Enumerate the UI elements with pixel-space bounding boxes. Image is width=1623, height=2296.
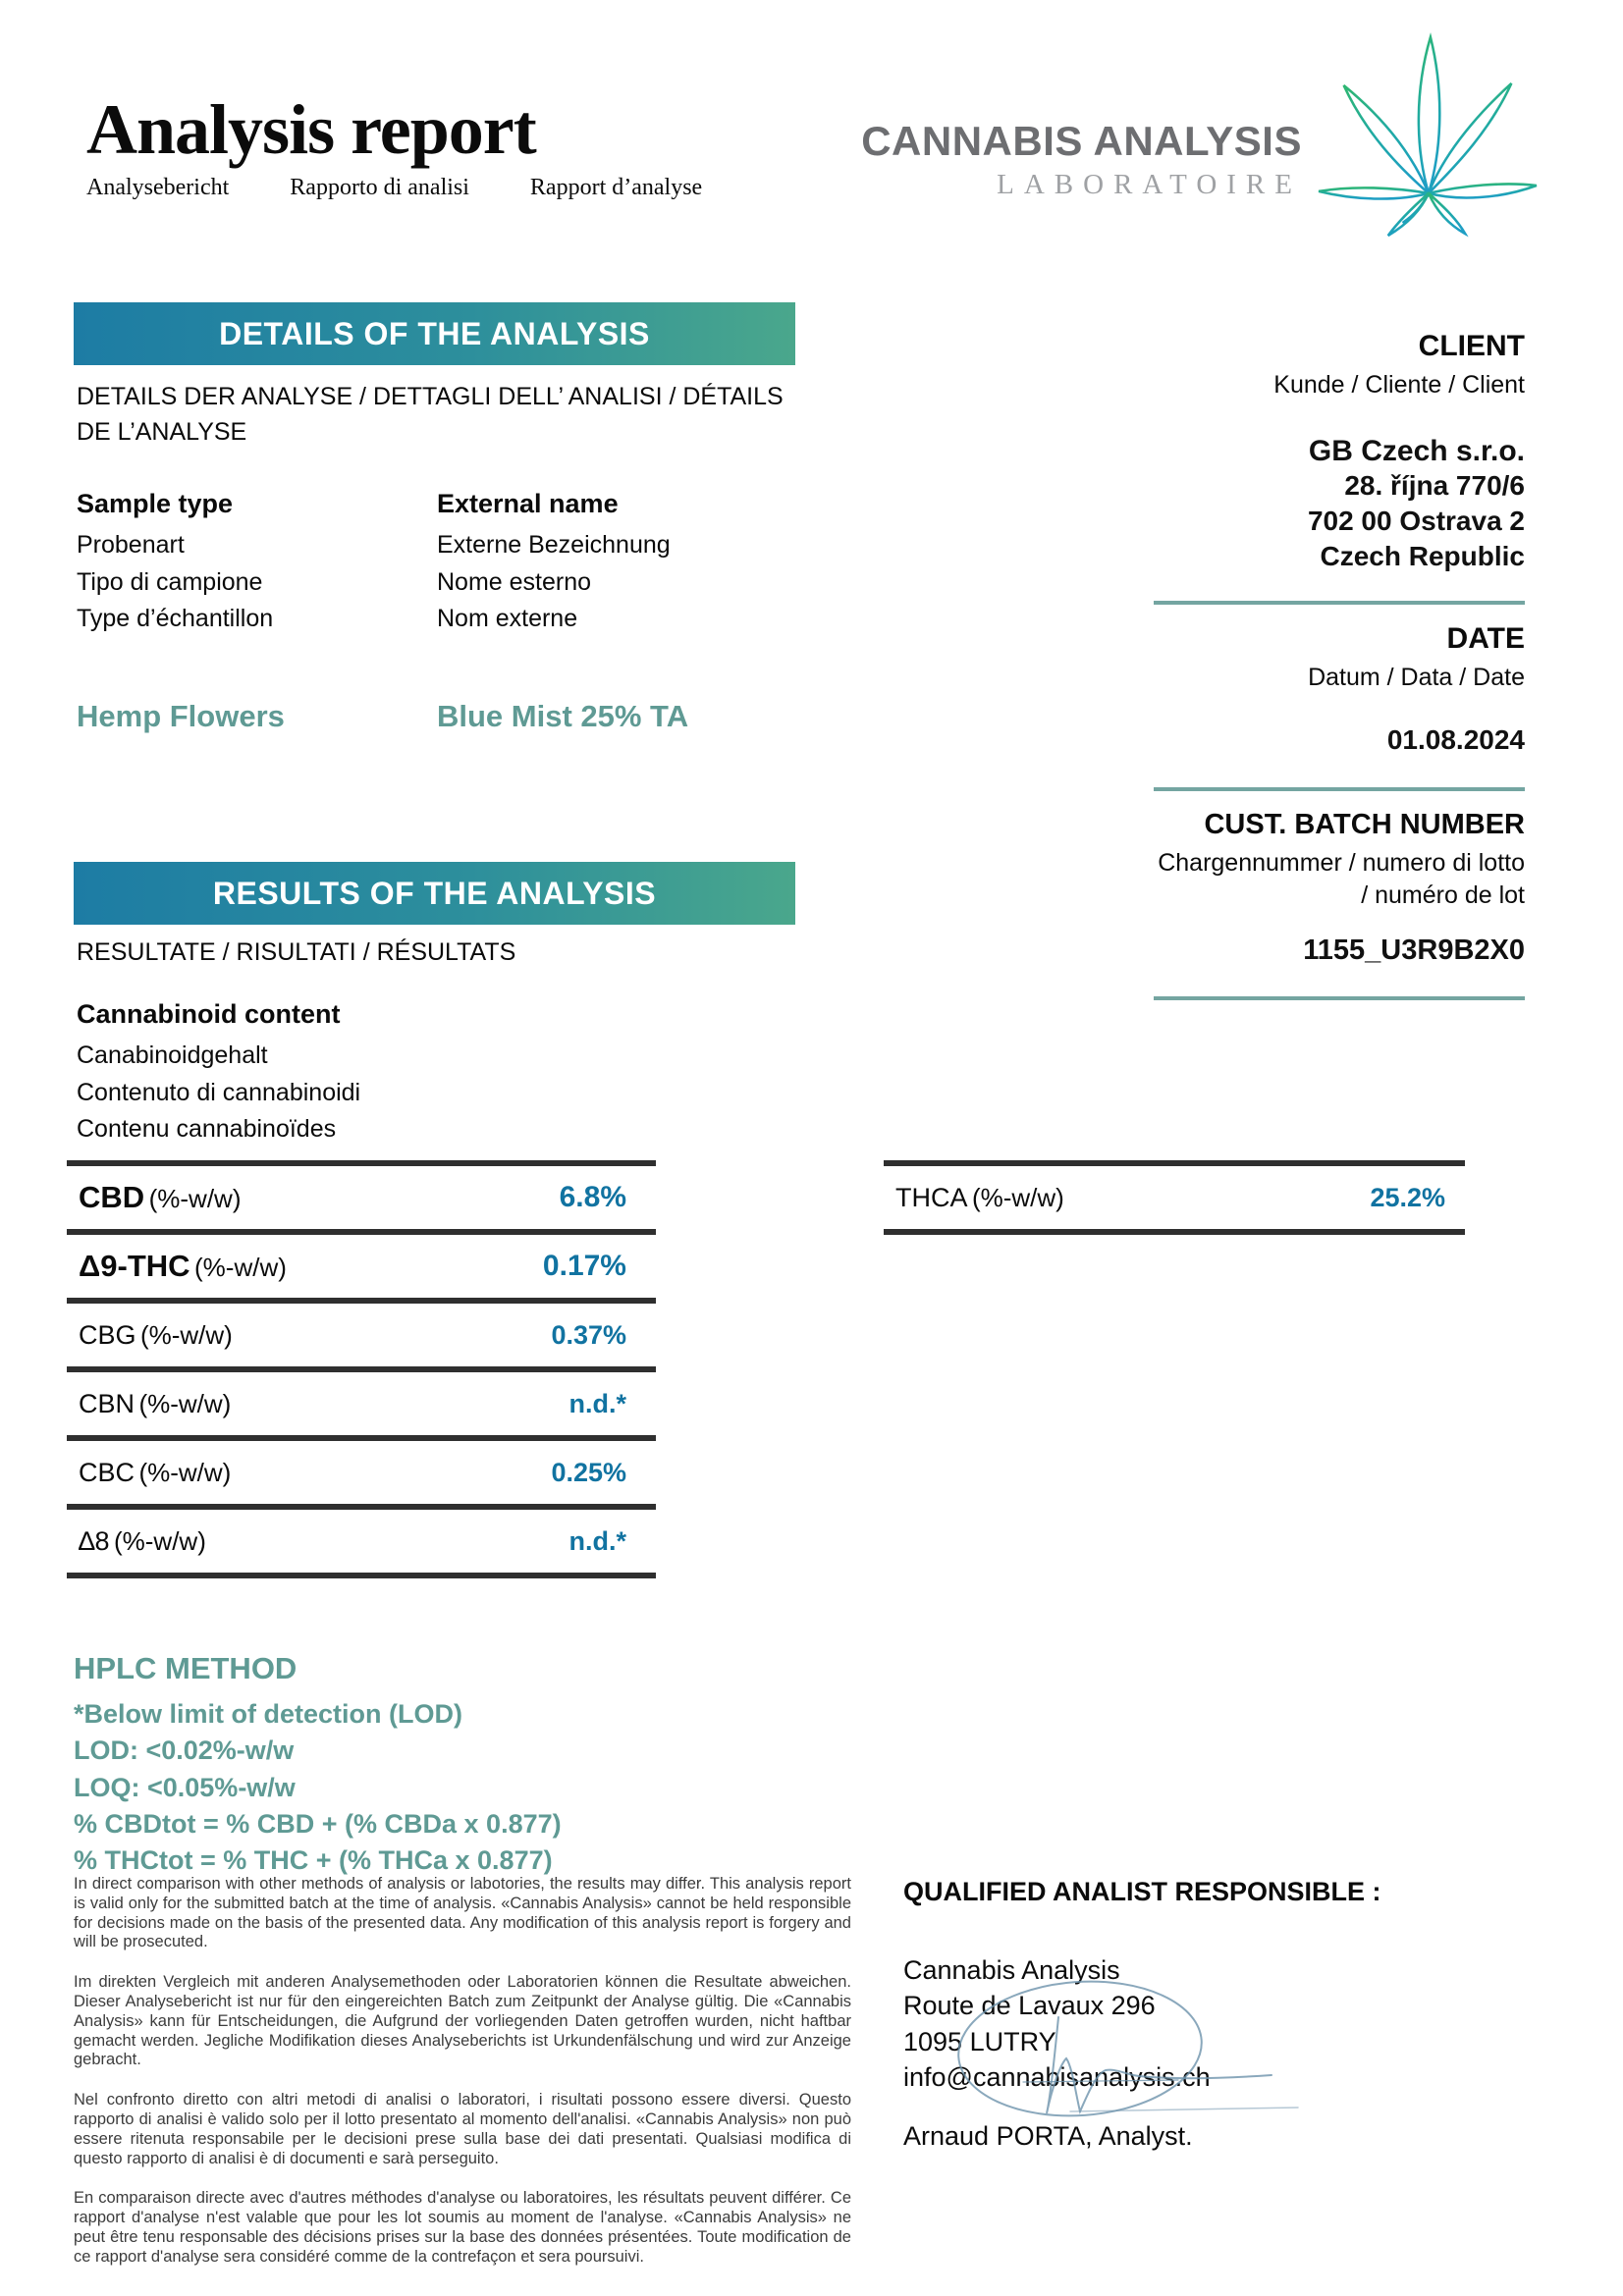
external-name-translation-fr: Nom externe bbox=[437, 605, 578, 632]
title-translation-fr: Rapport d’analyse bbox=[529, 175, 703, 200]
cannabinoid-content-translations bbox=[77, 1038, 360, 1148]
compound-name: THCA bbox=[895, 1182, 968, 1212]
batch-value: 1155_U3R9B2X0 bbox=[1303, 934, 1525, 967]
row-value: 0.37% bbox=[551, 1319, 626, 1350]
row-label bbox=[79, 1180, 242, 1215]
row-label bbox=[79, 1249, 287, 1284]
hplc-method-block bbox=[74, 1651, 562, 1879]
external-name-translations bbox=[437, 527, 671, 638]
compound-unit: (%-w/w) bbox=[194, 1253, 287, 1282]
table-row bbox=[67, 1441, 656, 1510]
table-row bbox=[67, 1372, 656, 1441]
cannabinoid-content-title: Cannabinoid content bbox=[77, 999, 341, 1029]
table-row bbox=[67, 1166, 656, 1235]
external-name-label: External name bbox=[437, 489, 619, 518]
sample-type-column bbox=[77, 489, 273, 638]
method-line-thctot: % THCtot = % THC + (% THCa x 0.877) bbox=[74, 1845, 553, 1875]
analyst-label: QUALIFIED ANALIST RESPONSIBLE : bbox=[903, 1877, 1381, 1906]
compound-name: CBD bbox=[79, 1180, 145, 1214]
logo-subname: LABORATOIRE bbox=[997, 169, 1302, 200]
title-translation-it: Rapporto di analisi bbox=[290, 175, 469, 200]
external-name-translation-de: Externe Bezeichnung bbox=[437, 531, 671, 559]
compound-name: CBC bbox=[79, 1457, 135, 1487]
title-translation-de: Analysebericht bbox=[86, 175, 230, 200]
title-translations bbox=[86, 175, 702, 201]
row-value: 6.8% bbox=[559, 1181, 626, 1213]
method-line-cbdtot: % CBDtot = % CBD + (% CBDa x 0.877) bbox=[74, 1808, 562, 1839]
compound-name: Δ9-THC bbox=[79, 1249, 190, 1283]
disclaimer-it: Nel confronto diretto con altri metodi di analisi o laboratori, i risultati possono essere diversi. Questo rapporto di analisi è valido solo per il lotto presentato al momento dell'analisi. «Cannabis Analysis» non può essere ritenuta responsabile per le decisioni prese sulla base dei dati presentati. Qualsiasi modifica di questo rapporto di analisi è di documenti e sarà perseguito. bbox=[74, 2091, 851, 2167]
cannabinoid-results-table bbox=[67, 1160, 656, 1578]
disclaimer-fr: En comparaison directe avec d'autres méthodes d'analyse ou laboratoires, les résultats peuvent différer. Ce rapport d'analyse n'est valable que pour les lot soumis au moment de l'analyse. «Cannabis Analysis» ne peut être tenu responsable des décisions prises sur la base des données présentées. Toute modification de ce rapport d'analyse sera considéré comme de la contrefaçon et sera poursuivi. bbox=[74, 2189, 851, 2266]
external-name-value: Blue Mist 25% TA bbox=[437, 699, 689, 733]
row-value: 25.2% bbox=[1370, 1182, 1445, 1212]
row-label bbox=[895, 1183, 1064, 1213]
hplc-method-title: HPLC METHOD bbox=[74, 1651, 298, 1685]
sample-type-label: Sample type bbox=[77, 489, 234, 518]
analyst-line-company: Cannabis Analysis bbox=[903, 1955, 1120, 1985]
batch-sublabel bbox=[1154, 847, 1525, 911]
analyst-signatory: Arnaud PORTA, Analyst. bbox=[903, 2120, 1193, 2151]
signature bbox=[933, 1949, 1325, 2135]
sample-type-translation-de: Probenart bbox=[77, 531, 185, 559]
compound-unit: (%-w/w) bbox=[139, 1319, 233, 1350]
table-row bbox=[67, 1304, 656, 1372]
table-row bbox=[884, 1166, 1465, 1235]
row-value: n.d.* bbox=[568, 1525, 626, 1556]
compound-unit: (%-w/w) bbox=[971, 1182, 1064, 1212]
compound-unit: (%-w/w) bbox=[138, 1457, 232, 1487]
row-label bbox=[79, 1526, 206, 1557]
report-title-block bbox=[86, 90, 703, 201]
batch-label: CUST. BATCH NUMBER bbox=[1204, 809, 1525, 841]
divider-rule bbox=[1154, 601, 1525, 605]
compound-name: CBN bbox=[79, 1388, 135, 1418]
method-line-lod: LOD: <0.02%-w/w bbox=[74, 1735, 295, 1766]
compound-name: ∆8 bbox=[79, 1525, 110, 1556]
divider-rule bbox=[1154, 996, 1525, 1000]
external-name-translation-it: Nome esterno bbox=[437, 567, 592, 596]
row-value: 0.17% bbox=[542, 1250, 626, 1282]
cannabinoid-translation-it: Contenuto di cannabinoidi bbox=[77, 1078, 361, 1106]
sample-type-value: Hemp Flowers bbox=[77, 699, 285, 733]
batch-sublabel-line1: Chargennummer / numero di lotto bbox=[1158, 849, 1525, 878]
thca-results-table bbox=[884, 1160, 1465, 1235]
analyst-line-street: Route de Lavaux 296 bbox=[903, 1991, 1156, 2021]
compound-unit: (%-w/w) bbox=[148, 1184, 242, 1213]
table-row bbox=[67, 1510, 656, 1578]
results-section-banner bbox=[74, 862, 795, 925]
logo-name: CANNABIS ANALYSIS bbox=[861, 118, 1302, 164]
table-row bbox=[67, 1235, 656, 1304]
row-label bbox=[79, 1320, 233, 1351]
lab-logo bbox=[819, 118, 1302, 201]
date-label: DATE bbox=[1446, 621, 1525, 655]
method-line-lod-note: *Below limit of detection (LOD) bbox=[74, 1699, 462, 1729]
divider-rule bbox=[1154, 787, 1525, 791]
analyst-line-email: info@cannabisanalysis.ch bbox=[903, 2062, 1211, 2093]
details-banner-label: DETAILS OF THE ANALYSIS bbox=[219, 315, 650, 351]
date-value: 01.08.2024 bbox=[1386, 724, 1525, 756]
compound-unit: (%-w/w) bbox=[138, 1388, 232, 1418]
cannabinoid-content-header bbox=[77, 999, 360, 1148]
details-section-banner bbox=[74, 302, 795, 365]
page-title: Analysis report bbox=[86, 90, 536, 169]
client-address bbox=[1154, 468, 1525, 575]
date-sublabel: Datum / Data / Date bbox=[1308, 663, 1525, 691]
disclaimer-en: In direct comparison with other methods of analysis or labotories, the results may differ. This analysis report is valid only for the submitted batch at the time of analysis. «Cannabis Analysis» cannot be held responsible for decisions made on the basis of the presented data. Any modification of this analysis report is forgery and will be prosecuted. bbox=[74, 1875, 851, 1951]
row-value: n.d.* bbox=[568, 1388, 626, 1418]
cannabis-leaf-icon bbox=[1311, 31, 1542, 238]
analyst-line-city: 1095 LUTRY bbox=[903, 2026, 1056, 2056]
row-label bbox=[79, 1389, 231, 1419]
cannabinoid-translation-de: Canabinoidgehalt bbox=[77, 1041, 268, 1069]
row-value: 0.25% bbox=[551, 1457, 626, 1487]
client-name: GB Czech s.r.o. bbox=[1308, 434, 1525, 467]
compound-unit: (%-w/w) bbox=[114, 1525, 206, 1556]
row-label bbox=[79, 1458, 231, 1488]
sample-type-translations bbox=[77, 527, 273, 638]
disclaimer-block bbox=[74, 1875, 851, 2288]
client-address-line2: 702 00 Ostrava 2 bbox=[1307, 505, 1525, 536]
client-info-column bbox=[1154, 330, 1525, 1000]
sample-type-translation-it: Tipo di campione bbox=[77, 567, 263, 596]
sample-type-translation-fr: Type d’échantillon bbox=[77, 605, 274, 632]
results-banner-label: RESULTS OF THE ANALYSIS bbox=[212, 875, 657, 911]
disclaimer-de: Im direkten Vergleich mit anderen Analysemethoden oder Laboratorien können die Resultate abweichen. Dieser Analysebericht ist nur für den eingereichten Batch zum Zeitpunkt der Analyse gültig. Die «Cannabis Analysis» kann für Entscheidungen, die Aufgrund der vorliegenden Daten getroffen wurden, nicht haftbar gemacht werden. Jegliche Modifikation dieses Analyseberichts ist Urkundenfälschung und wird zur Anzeige gebracht. bbox=[74, 1973, 851, 2069]
client-label: CLIENT bbox=[1418, 330, 1525, 362]
details-banner-translations: DETAILS DER ANALYSE / DETTAGLI DELL’ ANALISI / DÉTAILS DE L’ANALYSE bbox=[77, 383, 784, 447]
method-line-loq: LOQ: <0.05%-w/w bbox=[74, 1772, 296, 1802]
external-name-column bbox=[437, 489, 671, 638]
batch-sublabel-line2: / numéro de lot bbox=[1361, 881, 1525, 909]
client-address-line1: 28. října 770/6 bbox=[1344, 469, 1525, 501]
compound-name: CBG bbox=[79, 1319, 136, 1350]
cannabinoid-translation-fr: Contenu cannabinoïdes bbox=[77, 1115, 337, 1143]
client-address-line3: Czech Republic bbox=[1320, 541, 1525, 572]
results-banner-translations: RESULTATE / RISULTATI / RÉSULTATS bbox=[77, 938, 516, 966]
client-sublabel: Kunde / Cliente / Client bbox=[1273, 371, 1525, 399]
